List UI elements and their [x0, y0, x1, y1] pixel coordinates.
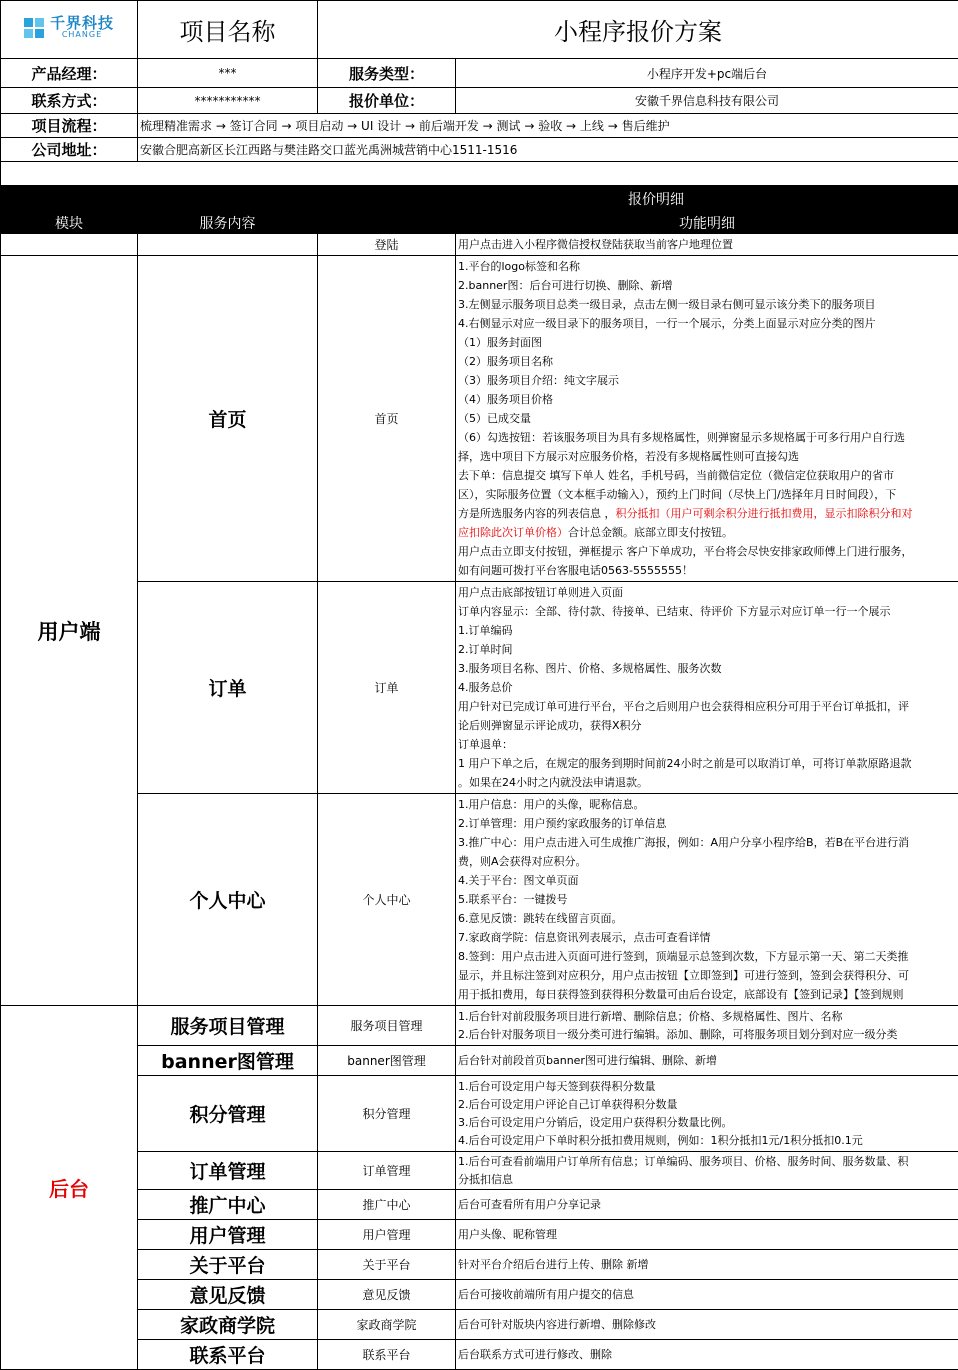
admin-row-desc — [456, 1190, 958, 1220]
order-desc-line: 4.服务总价 — [458, 678, 956, 697]
order-desc-line: 2.订单时间 — [458, 640, 956, 659]
admin-row-desc-line: 1.后台可设定用户每天签到获得积分数量 — [458, 1078, 956, 1096]
admin-row-desc — [456, 1076, 958, 1152]
home-desc-line: 择，选中项目下方展示对应服务价格，若没有多规格属性则可直接勾选 — [458, 447, 956, 466]
address-label: 公司地址： — [1, 138, 138, 162]
home-desc-line: 如有问题可拨打平台客服电话0563-5555555！ — [458, 561, 956, 580]
login-name: 登陆 — [318, 234, 456, 256]
admin-row — [1, 1152, 958, 1190]
home-desc-line: 2.banner图：后台可进行切换、删除、新增 — [458, 276, 956, 295]
admin-row-name: 联系平台 — [318, 1340, 456, 1370]
admin-row-desc-line: 4.后台可设定用户下单时积分抵扣费用规则，例如：1积分抵扣1元/1积分抵扣0.1元 — [458, 1132, 956, 1150]
admin-row — [1, 1190, 958, 1220]
admin-row-desc-line: 2.后台可设定用户评论自己订单获得积分数量 — [458, 1096, 956, 1114]
admin-row — [1, 1310, 958, 1340]
order-desc-line: 1 用户下单之后，在规定的服务到期时间前24小时之前是可以取消订单，可将订单款原路退款 — [458, 754, 956, 773]
home-desc-line: 4.右侧显示对应一级目录下的服务项目，一行一个展示，分类上面显示对应分类的图片 — [458, 314, 956, 333]
contact-value: *********** — [138, 88, 318, 114]
admin-row — [1, 1006, 958, 1046]
project-name-label: 项目名称 — [138, 1, 318, 59]
profile-desc-line: 7.家政商学院：信息资讯列表展示，点击可查看详情 — [458, 928, 956, 947]
order-name: 订单 — [318, 582, 456, 794]
home-desc-line: 用户点击立即支付按钮，弹框提示 客户下单成功，平台将会尽快安排家政师傅上门进行服务， — [458, 542, 956, 561]
admin-row — [1, 1220, 958, 1250]
admin-row-desc — [456, 1280, 958, 1310]
admin-row — [1, 1076, 958, 1152]
home-desc-line: （2）服务项目名称 — [458, 352, 956, 371]
admin-row-desc — [456, 1006, 958, 1046]
col-service: 服务内容 — [138, 212, 318, 234]
profile-desc-line: 5.联系平台：一键拨号 — [458, 890, 956, 909]
order-desc-line: 。如果在24小时之内就没法申请退款。 — [458, 773, 956, 792]
admin-row-name: 服务项目管理 — [318, 1006, 456, 1046]
company-logo — [24, 16, 114, 40]
home-desc-line: 3.左侧显示服务项目总类一级目录，点击左侧一级目录右侧可显示该分类下的服务项目 — [458, 295, 956, 314]
order-desc-line: 1.订单编码 — [458, 621, 956, 640]
profile-desc-line: 1.用户信息：用户的头像，昵称信息。 — [458, 795, 956, 814]
admin-row-desc-line: 后台可接收前端所有用户提交的信息 — [458, 1286, 956, 1304]
admin-row-desc — [456, 1310, 958, 1340]
profile-name: 个人中心 — [318, 794, 456, 1006]
profile-desc-line: 显示，并且标注签到对应积分，用户点击按钮【立即签到】可进行签到，签到会获得积分、可 — [458, 966, 956, 985]
order-title: 订单 — [138, 582, 318, 794]
admin-row-title: 订单管理 — [138, 1152, 318, 1190]
address-value: 安徽合肥高新区长江西路与樊洼路交口蓝光禹洲城营销中心1511-1516 — [138, 138, 958, 162]
order-desc-line: 论后则弹窗显示评论成功，获得X积分 — [458, 716, 956, 735]
home-desc-line: （6）勾选按钮：若该服务项目为具有多规格属性，则弹窗显示多规格属于可多行用户自行选 — [458, 428, 956, 447]
contact-label: 联系方式： — [1, 88, 138, 114]
admin-row — [1, 1250, 958, 1280]
admin-row-title: 服务项目管理 — [138, 1006, 318, 1046]
pm-value: *** — [138, 59, 318, 88]
admin-row-desc-line: 后台针对前段首页banner图可进行编辑、删除、新增 — [458, 1052, 956, 1070]
admin-row-name: 推广中心 — [318, 1190, 456, 1220]
admin-row-title: 积分管理 — [138, 1076, 318, 1152]
profile-desc-line: 2.订单管理：用户预约家政服务的订单信息 — [458, 814, 956, 833]
admin-row — [1, 1280, 958, 1310]
admin-row-name: 积分管理 — [318, 1076, 456, 1152]
admin-section — [1, 1006, 958, 1370]
admin-module-label: 后台 — [1, 1006, 138, 1370]
order-desc-line: 订单内容显示：全部、待付款、待接单、已结束、待评价 下方显示对应订单一行一个展示 — [458, 602, 956, 621]
home-desc-red-line: 方是所选服务内容的列表信息 ，积分抵扣（用户可剩余积分进行抵扣费用，显示扣除积分和对 — [458, 504, 956, 523]
admin-row-desc — [456, 1220, 958, 1250]
service-type-label: 服务类型： — [318, 59, 456, 88]
admin-row-desc-line: 分抵扣信息 — [458, 1171, 956, 1189]
process-value: 梳理精准需求 → 签订合同 → 项目启动 → UI 设计 → 前后端开发 → 测试 → 验收 → 上线 → 售后维护 — [138, 114, 958, 138]
admin-row-desc-line: 1.后台可查看前端用户订单所有信息；订单编码、服务项目、价格、服务时间、服务数量、积 — [458, 1153, 956, 1171]
admin-row-desc-line: 后台可查看所有用户分享记录 — [458, 1196, 956, 1214]
admin-row-title: 用户管理 — [138, 1220, 318, 1250]
admin-row-desc — [456, 1152, 958, 1190]
admin-row-title: 推广中心 — [138, 1190, 318, 1220]
admin-row-desc-line: 用户头像、昵称管理 — [458, 1226, 956, 1244]
detail-title: 报价明细 — [318, 186, 958, 212]
quote-unit-label: 报价单位： — [318, 88, 456, 114]
logo-en: CHANGE — [50, 31, 114, 39]
col-module: 模块 — [1, 212, 138, 234]
home-name: 首页 — [318, 256, 456, 582]
admin-row-desc-line: 3.后台可设定用户分销后，设定用户获得积分数量比例。 — [458, 1114, 956, 1132]
admin-row-name: 订单管理 — [318, 1152, 456, 1190]
profile-desc-line: 用于抵扣费用，每日获得签到获得积分数量可由后台设定，底部设有【签到记录】【签到规则 — [458, 985, 956, 1004]
admin-row-desc — [456, 1340, 958, 1370]
admin-row-desc-line: 后台联系方式可进行修改、删除 — [458, 1346, 956, 1364]
profile-desc-line: 4.关于平台：图文单页面 — [458, 871, 956, 890]
home-desc: 1.平台的logo标签和名称 2.banner图：后台可进行切换、删除、新增 3.左侧显示服务项目总类一级目录，点击左侧一级目录右侧可显示该分类下的服务项目 4.右侧显示对应一级目录下的服务项目，一行一个展示，分类上面显示对应分类的图片 （1）服务封面图 （2）服务项目名称 （3）服务项目介绍：纯文字展示 （4）服务项目价格 （5）已成交量 （6）勾选按钮：若该服务项目为具有多规格属性，则弹窗显示多规格属于可多行用户自行选 择，选中项目下方展示对应服务价格，若没有多规格属性则可直接勾选 去下单：信息提交 填写下单人 姓名，手机号码，当前微信定位（微信定位获取用户的省市 区），实际服务位置（文本框手动输入），预约上门时间（尽快上门/选择年月日时间段），下 方是所选服务内容的列表信息 ，积分抵扣（用户可剩余积分进行抵扣费用，显示扣除积分和对 应扣除此次订单价格）合计总金额。底部立即支付按钮。 用户点击立即支付按钮，弹框提示 客户下单成功，平台将会尽快安排家政师傅上门进行服务， 如有问题可拨打平台客服电话0563-5555555！ — [456, 256, 958, 582]
admin-row-title: banner图管理 — [138, 1046, 318, 1076]
user-module-label: 用户端 — [1, 256, 138, 1006]
logo-cn: 千界科技 — [50, 16, 114, 31]
admin-row-name: 意见反馈 — [318, 1280, 456, 1310]
home-desc-line: （3）服务项目介绍：纯文字展示 — [458, 371, 956, 390]
admin-row-desc — [456, 1046, 958, 1076]
spacer-row — [1, 162, 958, 186]
home-desc-line: （5）已成交量 — [458, 409, 956, 428]
admin-row-name: banner图管理 — [318, 1046, 456, 1076]
admin-row-desc-line: 1.后台针对前段服务项目进行新增、删除信息；价格、多规格属性、图片、名称 — [458, 1008, 956, 1026]
home-desc-line: （1）服务封面图 — [458, 333, 956, 352]
pm-label: 产品经理： — [1, 59, 138, 88]
order-desc-line: 订单退单： — [458, 735, 956, 754]
admin-row — [1, 1046, 958, 1076]
home-title: 首页 — [138, 256, 318, 582]
admin-row-desc-line: 2.后台针对服务项目一级分类可进行编辑。添加、删除，可将服务项目划分到对应一级分类 — [458, 1026, 956, 1044]
admin-row-desc-line: 后台可针对版块内容进行新增、删除修改 — [458, 1316, 956, 1334]
order-desc-line: 用户针对已完成订单可进行平台，平台之后则用户也会获得相应积分可用于平台订单抵扣，评 — [458, 697, 956, 716]
doc-title: 小程序报价方案 — [318, 1, 958, 59]
home-desc-line: 区），实际服务位置（文本框手动输入），预约上门时间（尽快上门/选择年月日时间段），下 — [458, 485, 956, 504]
order-desc-line: 3.服务项目名称、图片、价格、多规格属性、服务次数 — [458, 659, 956, 678]
admin-row-desc — [456, 1250, 958, 1280]
order-desc — [456, 582, 958, 794]
login-desc: 用户点击进入小程序微信授权登陆获取当前客户地理位置 — [456, 234, 958, 256]
admin-row-desc-line: 针对平台介绍后台进行上传、删除 新增 — [458, 1256, 956, 1274]
admin-row-title: 家政商学院 — [138, 1310, 318, 1340]
logo-mark-icon — [24, 16, 46, 40]
admin-row-name: 用户管理 — [318, 1220, 456, 1250]
profile-desc-line: 6.意见反馈：跳转在线留言页面。 — [458, 909, 956, 928]
process-label: 项目流程： — [1, 114, 138, 138]
admin-row-title: 意见反馈 — [138, 1280, 318, 1310]
profile-title: 个人中心 — [138, 794, 318, 1006]
admin-row — [1, 1340, 958, 1370]
admin-row-name: 关于平台 — [318, 1250, 456, 1280]
order-desc-line: 用户点击底部按钮订单则进入页面 — [458, 583, 956, 602]
profile-desc-line: 费，则A会获得对应积分。 — [458, 852, 956, 871]
profile-desc-line: 8.签到：用户点击进入页面可进行签到，顶端显示总签到次数，下方显示第一天、第二天类推 — [458, 947, 956, 966]
logo-cell — [1, 1, 138, 59]
profile-desc-line: 3.推广中心：用户点击进入可生成推广海报，例如：A用户分享小程序给B，若B在平台进行消 — [458, 833, 956, 852]
service-type-value: 小程序开发+pc端后台 — [456, 59, 958, 88]
home-desc-line: （4）服务项目价格 — [458, 390, 956, 409]
admin-row-name: 家政商学院 — [318, 1310, 456, 1340]
home-desc-line: 去下单：信息提交 填写下单人 姓名，手机号码，当前微信定位（微信定位获取用户的省市 — [458, 466, 956, 485]
admin-row-title: 联系平台 — [138, 1340, 318, 1370]
home-desc-line: 1.平台的logo标签和名称 — [458, 257, 956, 276]
admin-row-title: 关于平台 — [138, 1250, 318, 1280]
quote-unit-value: 安徽千界信息科技有限公司 — [456, 88, 958, 114]
profile-desc — [456, 794, 958, 1006]
col-feature: 功能明细 — [456, 212, 958, 234]
